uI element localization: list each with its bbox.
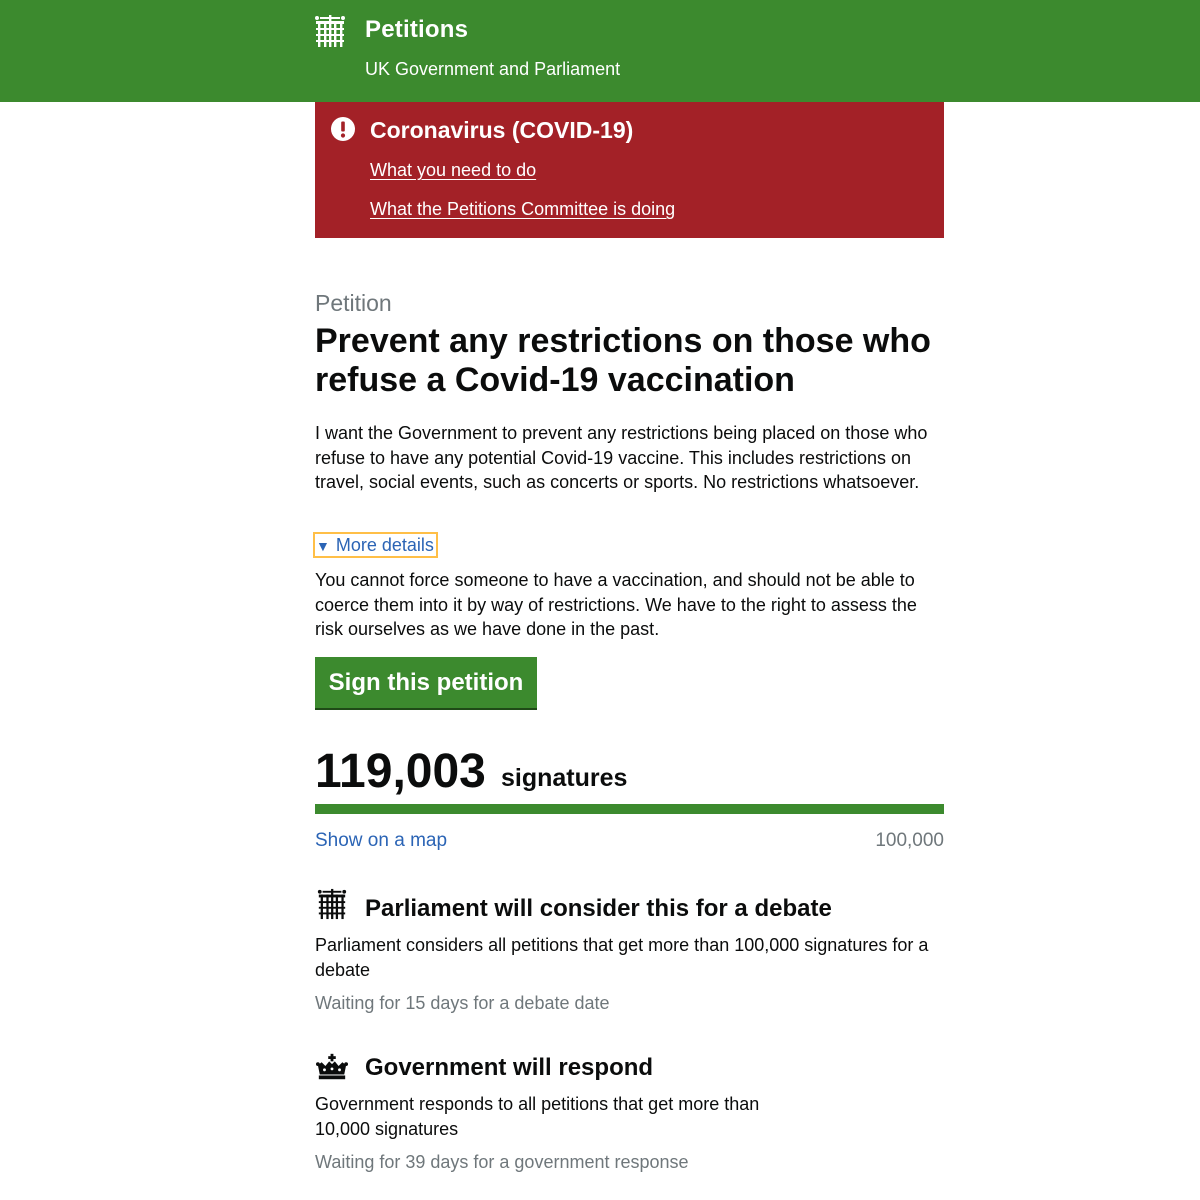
- sign-petition-button[interactable]: Sign this petition: [315, 657, 537, 708]
- petition-title: Prevent any restrictions on those who refuse a Covid-19 vaccination: [315, 322, 931, 399]
- response-section-title: Government will respond: [365, 1054, 654, 1081]
- response-section-body: Government responds to all petitions that get more than 10,000 signatures: [315, 1094, 760, 1139]
- signature-progress-bar: [315, 804, 944, 814]
- signature-count: 119,003: [315, 745, 486, 798]
- covid-link-what-to-do[interactable]: What you need to do: [370, 160, 537, 180]
- debate-section-status: Waiting for 15 days for a debate date: [315, 993, 610, 1013]
- petition-caption: Petition: [315, 290, 392, 316]
- exclamation-icon: [330, 116, 356, 142]
- portcullis-icon: [316, 888, 348, 920]
- crown-icon: [316, 1051, 348, 1083]
- portcullis-icon: [314, 14, 346, 48]
- site-subtitle: UK Government and Parliament: [365, 59, 621, 79]
- signature-label: signatures: [501, 764, 628, 792]
- debate-section-body: Parliament considers all petitions that get more than 100,000 signatures for a debate: [315, 935, 929, 980]
- more-details-toggle[interactable]: [313, 532, 438, 558]
- petition-details: You cannot force someone to have a vaccination, and should not be able to coerce them into it by way of restrictions. We have to the right to assess the risk ourselves as we have done in the past.: [315, 570, 917, 639]
- triangle-down-icon: ▼: [316, 538, 330, 554]
- signature-threshold: 100,000: [875, 830, 944, 851]
- response-section-status: Waiting for 39 days for a government response: [315, 1152, 689, 1172]
- site-title[interactable]: Petitions: [365, 16, 469, 43]
- petition-summary: I want the Government to prevent any restrictions being placed on those who refuse to have any potential Covid-19 vaccine. This includes restrictions on travel, social events, such as concerts or sports. No restrictions whatsoever.: [315, 423, 928, 492]
- show-on-map-link[interactable]: Show on a map: [315, 830, 448, 851]
- signature-progress-fill: [315, 804, 944, 814]
- covid-banner-title: Coronavirus (COVID-19): [370, 117, 634, 143]
- debate-section-title: Parliament will consider this for a debate: [365, 895, 832, 922]
- covid-link-committee[interactable]: What the Petitions Committee is doing: [370, 199, 676, 219]
- more-details-label: More details: [335, 535, 434, 555]
- site-header: [0, 0, 1200, 102]
